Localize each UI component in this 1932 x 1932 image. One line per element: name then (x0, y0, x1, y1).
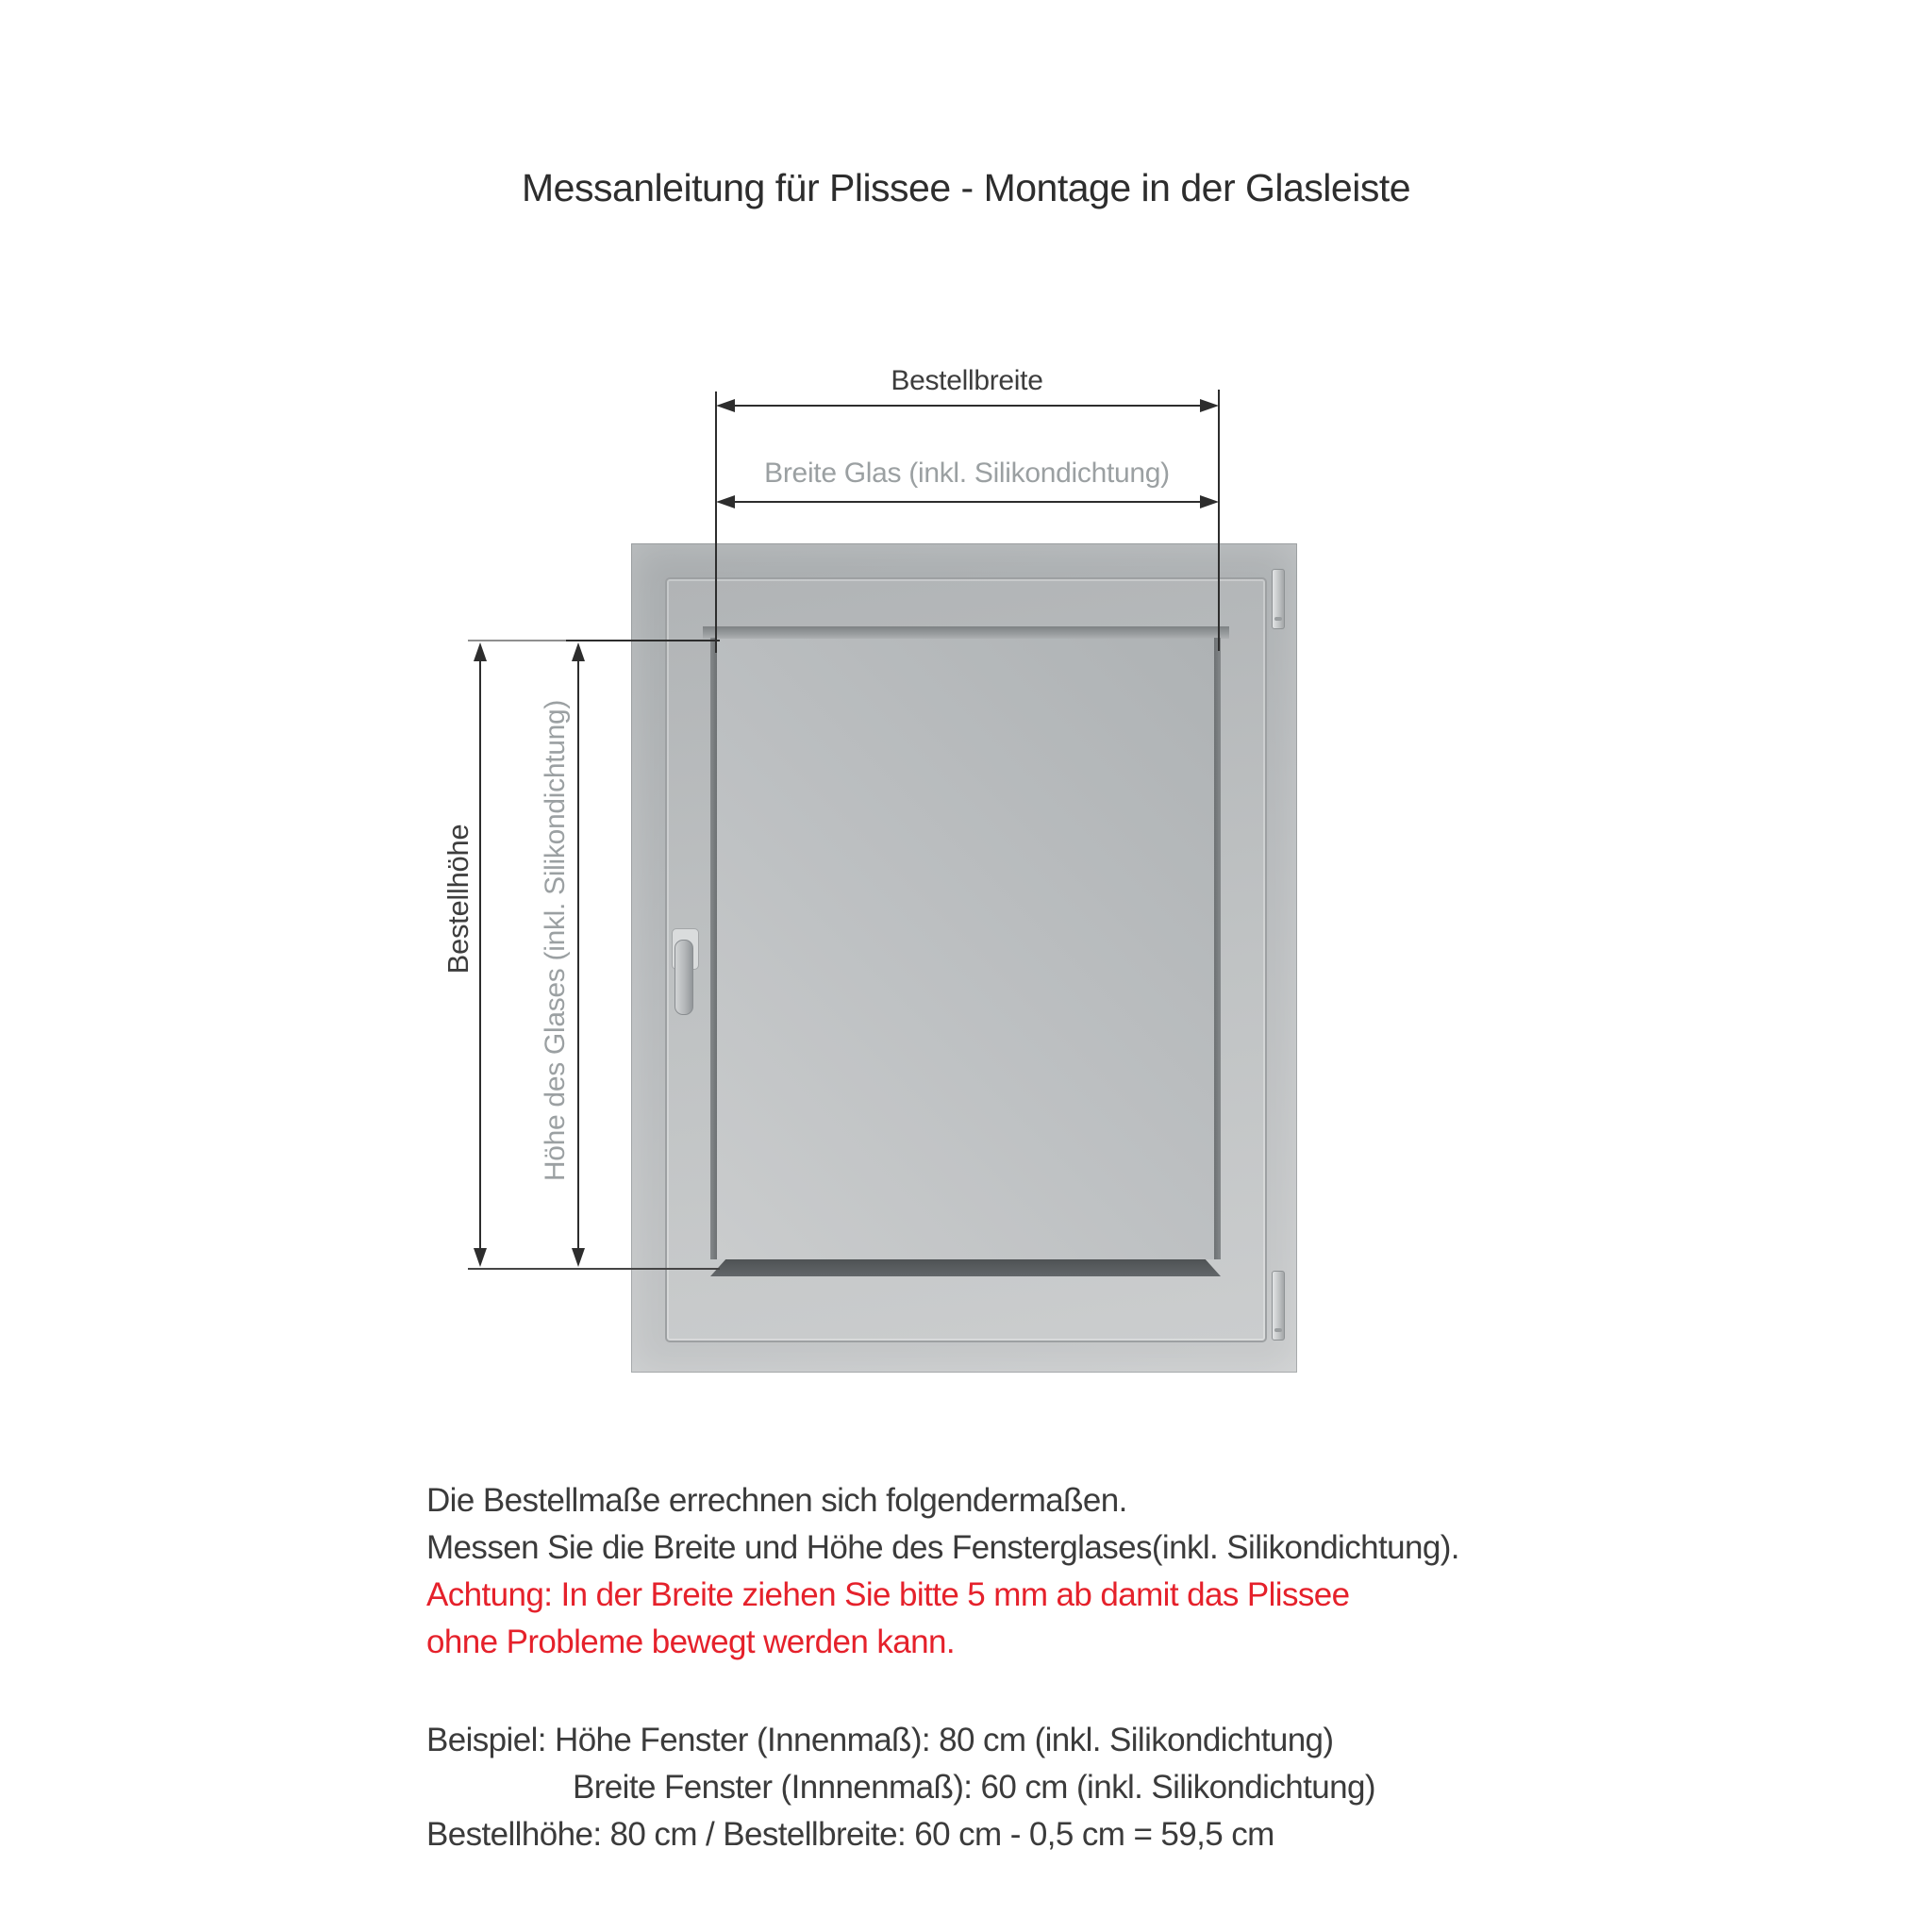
example-line-1: Beispiel: Höhe Fenster (Innenmaß): 80 cm (inkl. Silikondichtung) (426, 1722, 1334, 1758)
height-extension-line-top-gray (468, 640, 568, 641)
instructions-block (426, 1477, 1459, 1666)
instructions-line-2: Messen Sie die Breite und Höhe des Fensterglases(inkl. Silikondichtung). (426, 1529, 1459, 1566)
arrowhead-down-icon (474, 1248, 487, 1267)
label-bestellbreite: Bestellbreite (891, 365, 1043, 396)
dim-line-hoehe-glas (577, 656, 579, 1254)
window-glass (716, 639, 1220, 1259)
window-hinge-top (1272, 569, 1285, 629)
label-breite-glas: Breite Glas (inkl. Silikondichtung) (764, 458, 1170, 489)
width-extension-line-left (715, 391, 717, 653)
width-extension-line-right (1218, 390, 1220, 651)
arrowhead-down-icon (572, 1248, 585, 1267)
window-handle (675, 940, 693, 1015)
label-hoehe-glas: Höhe des Glases (inkl. Silikondichtung) (540, 699, 571, 1182)
arrowhead-right-icon (1200, 399, 1219, 412)
arrowhead-left-icon (716, 495, 735, 508)
label-bestellhoehe: Bestellhöhe (441, 824, 475, 974)
instructions-line-1: Die Bestellmaße errechnen sich folgendermaßen. (426, 1482, 1127, 1519)
window-hinge-bottom (1272, 1271, 1285, 1341)
glass-left-edge (710, 638, 717, 1259)
page-title: Messanleitung für Plissee - Montage in der Glasleiste (521, 166, 1411, 209)
glass-bottom-bead (710, 1259, 1221, 1276)
example-block (426, 1717, 1375, 1858)
dim-line-bestellhoehe (479, 656, 481, 1254)
warning-line-1: Achtung: In der Breite ziehen Sie bitte 5 mm ab damit das Plissee (426, 1576, 1350, 1613)
height-extension-line-bottom (468, 1268, 720, 1270)
arrowhead-up-icon (474, 642, 487, 661)
arrowhead-left-icon (716, 399, 735, 412)
arrowhead-up-icon (572, 642, 585, 661)
dim-line-bestellbreite (726, 405, 1208, 407)
arrowhead-right-icon (1200, 495, 1219, 508)
warning-line-2: ohne Probleme bewegt werden kann. (426, 1624, 956, 1660)
dim-line-breite-glas (726, 501, 1208, 503)
window-illustration (631, 543, 1297, 1373)
height-extension-line-top (566, 640, 720, 641)
glass-top-seal (703, 626, 1229, 639)
glass-right-edge (1214, 638, 1221, 1259)
example-line-2: Breite Fenster (Innnenmaß): 60 cm (inkl. Silikondichtung) (573, 1769, 1375, 1806)
example-line-3: Bestellhöhe: 80 cm / Bestellbreite: 60 cm - 0,5 cm = 59,5 cm (426, 1816, 1274, 1853)
